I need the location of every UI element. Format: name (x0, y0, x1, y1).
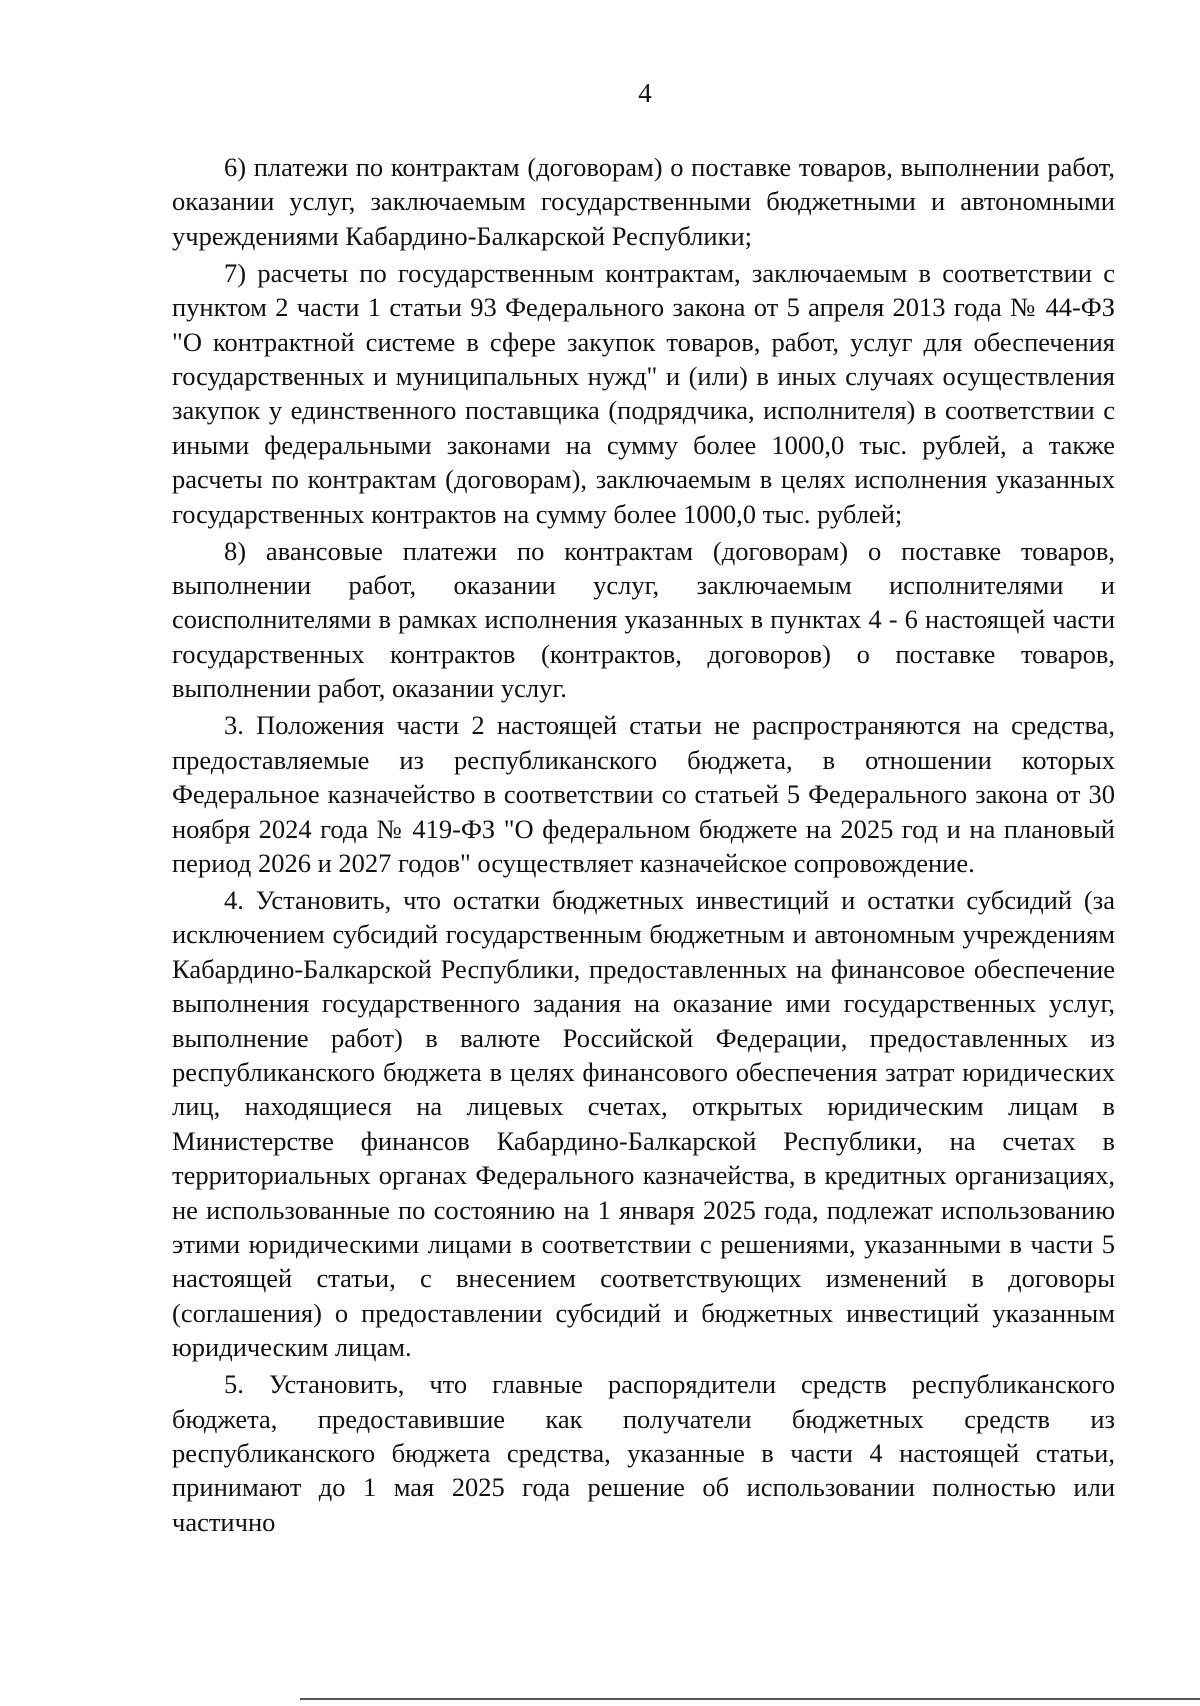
paragraph-part-5: 5. Установить, что главные распорядители средств республиканского бюджета, предоставившие как получатели бюджетных средств из республиканского бюджета средства, указанные в части 4 настоящей статьи, принимают до 1 мая 2025 года решение об использовании полностью или частично (172, 1369, 1115, 1537)
page-number: 4 (638, 78, 652, 108)
bottom-scan-edge (300, 1698, 1200, 1700)
paragraph-item-6: 6) платежи по контрактам (договорам) о поставке товаров, выполнении работ, оказании услуг, заключаемым государственными бюджетными и автономными учреждениями Кабардино-Балкарской Республики; (172, 152, 1115, 251)
paragraph-part-3: 3. Положения части 2 настоящей статьи не распространяются на средства, предоставляемые из республиканского бюджета, в отношении которых Федеральное казначейство в соответствии со статьей 5 Федерального закона от 30 ноября 2024 года № 419-ФЗ "О федеральном бюджете на 2025 год и на плановый период 2026 и 2027 годов" осуществляет казначейское сопровождение. (172, 710, 1115, 878)
paragraph-part-4: 4. Установить, что остатки бюджетных инвестиций и остатки субсидий (за исключением субсидий государственным бюджетным и автономным учреждениям Кабардино-Балкарской Республики, предоставленных на финансовое обеспечение выполнения государственного задания на оказание ими государственных услуг, выполнение работ) в валюте Российской Федерации, предоставленных из республиканского бюджета в целях финансового обеспечения затрат юридических лиц, находящиеся на лицевых счетах, открытых юридическим лицам в Министерстве финансов Кабардино-Балкарской Республики, на счетах в территориальных органах Федерального казначейства, в кредитных организациях, не использованные по состоянию на 1 января 2025 года, подлежат использованию этими юридическими лицами в соответствии с решениями, указанными в части 5 настоящей статьи, с внесением соответствующих изменений в договоры (соглашения) о предоставлении субсидий и бюджетных инвестиций указанным юридическим лицам. (172, 884, 1115, 1363)
paragraph-item-8: 8) авансовые платежи по контрактам (договорам) о поставке товаров, выполнении работ, оказании услуг, заключаемым исполнителями и соисполнителями в рамках исполнения указанных в пунктах 4 - 6 настоящей части государственных контрактов (контрактов, договоров) о поставке товаров, выполнении работ, оказании услуг. (172, 535, 1115, 704)
paragraph-item-7: 7) расчеты по государственным контрактам, заключаемым в соответствии с пунктом 2 части 1 статьи 93 Федерального закона от 5 апреля 2013 года № 44-ФЗ "О контрактной системе в сфере закупок товаров, работ, услуг для обеспечения государственных и муниципальных нужд" и (или) в иных случаях осуществления закупок у единственного поставщика (подрядчика, исполнителя) в соответствии с иными федеральными законами на сумму более 1000,0 тыс. рублей, а также расчеты по контрактам (договорам), заключаемым в целях исполнения указанных государственных контрактов на сумму более 1000,0 тыс. рублей; (172, 257, 1115, 529)
document-body (172, 150, 1115, 1542)
